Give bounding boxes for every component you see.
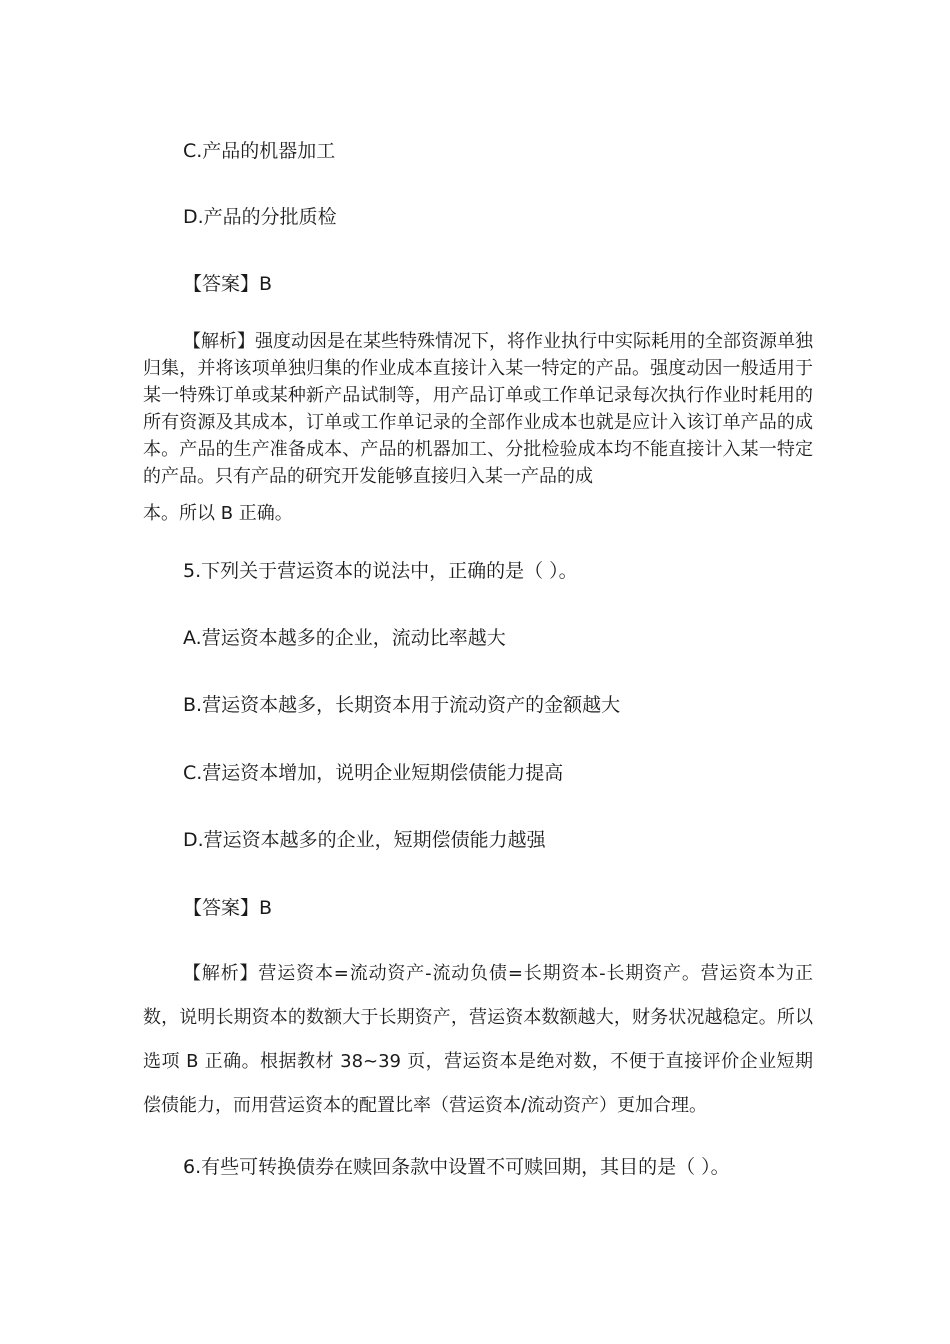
q4-option-c: C.产品的机器加工	[183, 140, 336, 162]
q5-stem: 5.下列关于营运资本的说法中，正确的是（ ）。	[183, 560, 578, 582]
q4-analysis-end: 本。所以 B 正确。	[143, 503, 293, 524]
q4-analysis	[143, 328, 813, 527]
q4-answer: 【答案】B	[183, 273, 273, 295]
q5-option-d: D.营运资本越多的企业，短期偿债能力越强	[183, 829, 546, 851]
q6-stem: 6.有些可转换债券在赎回条款中设置不可赎回期，其目的是（ ）。	[183, 1156, 730, 1178]
q5-analysis: 【解析】营运资本=流动资产-流动负债=长期资本-长期资产。营运资本为正数，说明长期资本的数额大于长期资产，营运资本数额越大，财务状况越稳定。所以选项 B 正确。根据教材 38~39 页，营运资本是绝对数，不便于直接评价企业短期偿债能力，而用营运资本的配置比率（营运资本/流动资产）更加合理。	[143, 963, 813, 1116]
q4-analysis-main: 【解析】强度动因是在某些特殊情况下，将作业执行中实际耗用的全部资源单独归集，并将该项单独归集的作业成本直接计入某一特定的产品。强度动因一般适用于某一特殊订单或某种新产品试制等，用产品订单或工作单记录每次执行作业时耗用的所有资源及其成本，订单或工作单记录的全部作业成本也就是应计入该订单产品的成本。产品的生产准备成本、产品的机器加工、分批检验成本均不能直接计入某一特定的产品。只有产品的研究开发能够直接归入某一产品的成	[143, 331, 813, 487]
q5-option-a: A.营运资本越多的企业，流动比率越大	[183, 627, 506, 649]
q5-option-c: C.营运资本增加，说明企业短期偿债能力提高	[183, 762, 564, 784]
q5-answer: 【答案】B	[183, 897, 273, 919]
q4-option-d: D.产品的分批质检	[183, 206, 337, 228]
q5-option-b: B.营运资本越多，长期资本用于流动资产的金额越大	[183, 694, 621, 716]
